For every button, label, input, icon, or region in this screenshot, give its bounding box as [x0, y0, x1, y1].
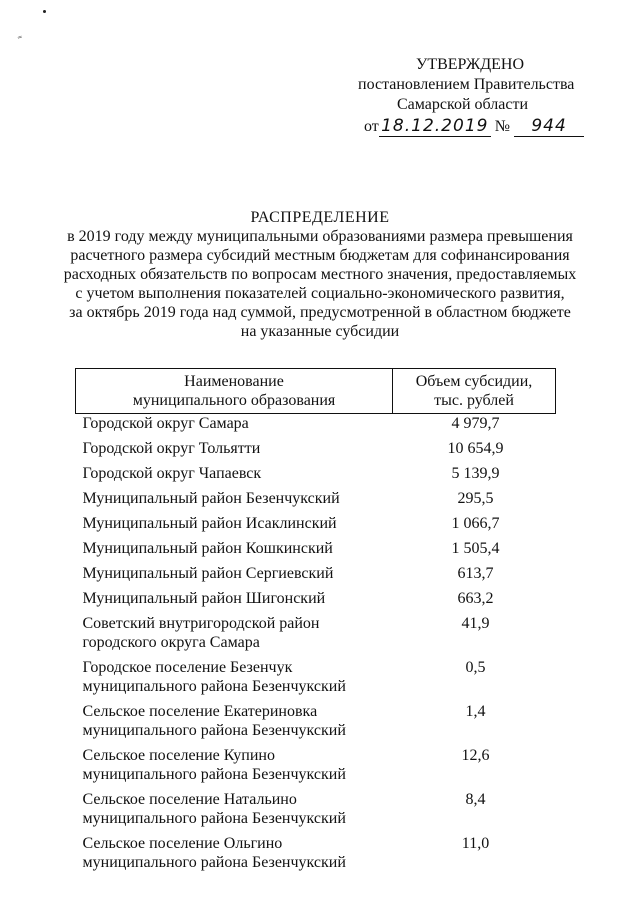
approval-heading: УТВЕРЖДЕНО	[416, 56, 525, 73]
municipality-name	[76, 746, 393, 790]
table-row	[76, 539, 556, 564]
table-row	[76, 658, 556, 702]
municipality-name	[76, 790, 393, 834]
table-row	[76, 514, 556, 539]
title-line: на указанные субсидии	[240, 323, 400, 340]
table-row	[76, 790, 556, 834]
table-row	[76, 746, 556, 790]
municipality-name-line-1: Муниципальный район Сергиевский	[82, 565, 334, 582]
municipality-name-line-1: Муниципальный район Исаклинский	[82, 515, 337, 532]
municipality-name	[76, 834, 393, 878]
municipality-name-line-1: Сельское поселение Купино	[82, 747, 275, 764]
header-value-line-1: Объем субсидии,	[415, 373, 533, 390]
subsidy-amount: 10 654,9	[447, 440, 504, 457]
municipality-name	[76, 702, 393, 746]
municipality-name	[76, 514, 393, 539]
table-row	[76, 564, 556, 589]
table-row	[76, 589, 556, 614]
subsidy-amount: 4 979,7	[451, 415, 500, 432]
municipality-name	[76, 414, 393, 440]
table-row	[76, 464, 556, 489]
date-prefix: от	[364, 118, 379, 135]
subsidy-amount: 12,6	[461, 747, 490, 764]
municipality-name-line-1: Советский внутригородской район	[82, 615, 320, 632]
document-title	[60, 208, 580, 341]
municipality-name-line-1: Городской округ Тольятти	[82, 440, 261, 457]
municipality-name-line-2: муниципального района Безенчукский	[82, 810, 346, 827]
title-line: с учетом выполнения показателей социально-экономического развития,	[75, 285, 565, 302]
table-row	[76, 414, 556, 440]
table-header-row	[76, 369, 556, 414]
title-line: в 2019 году между муниципальными образованиями размера превышения	[67, 228, 573, 245]
subsidy-amount: 663,2	[457, 590, 494, 607]
municipality-name-line-2: муниципального района Безенчукский	[82, 722, 346, 739]
subsidy-amount: 8,4	[465, 791, 486, 808]
municipality-name	[76, 489, 393, 514]
municipality-name-line-1: Сельское поселение Ольгино	[82, 835, 283, 852]
municipality-name	[76, 658, 393, 702]
header-value	[393, 369, 556, 414]
table-row	[76, 614, 556, 658]
subsidy-amount: 0,5	[465, 659, 486, 676]
header-name	[76, 369, 393, 414]
municipality-name-line-1: Сельское поселение Екатериновка	[82, 703, 318, 720]
municipality-name	[76, 464, 393, 489]
subsidy-amount: 5 139,9	[451, 465, 500, 482]
municipality-name	[76, 539, 393, 564]
header-name-line-1: Наименование	[184, 373, 284, 390]
municipality-name-line-1: Муниципальный район Шигонский	[82, 590, 326, 607]
table-row	[76, 439, 556, 464]
approval-line-3: Самарской области	[397, 96, 528, 113]
subsidy-amount: 11,0	[461, 835, 490, 852]
handwritten-number: 944	[514, 116, 584, 137]
title-line: за октябрь 2019 года над суммой, предусмотренной в областном бюджете	[69, 304, 571, 321]
subsidy-amount: 295,5	[457, 490, 494, 507]
municipality-name	[76, 589, 393, 614]
number-prefix: №	[494, 118, 511, 135]
municipality-name-line-1: Городское поселение Безенчук	[82, 659, 293, 676]
municipality-name-line-2: муниципального района Безенчукский	[82, 678, 346, 695]
municipality-name	[76, 564, 393, 589]
subsidy-amount: 41,9	[461, 615, 490, 632]
approval-date-number	[364, 116, 584, 137]
title-line: расчетного размера субсидий местным бюджетам для софинансирования	[70, 247, 570, 264]
subsidy-amount: 1 505,4	[451, 540, 500, 557]
distribution-table	[75, 368, 556, 878]
scan-speck	[43, 10, 46, 13]
title-heading: РАСПРЕДЕЛЕНИЕ	[250, 209, 390, 226]
subsidy-amount: 1 066,7	[451, 515, 500, 532]
header-value-line-2: тыс. рублей	[434, 392, 514, 409]
subsidy-amount: 1,4	[465, 703, 486, 720]
municipality-name-line-1: Муниципальный район Кошкинский	[82, 540, 333, 557]
title-line: расходных обязательств по вопросам местного значения, предоставляемых	[63, 266, 577, 283]
municipality-name-line-2: муниципального района Безенчукский	[82, 854, 346, 871]
municipality-name-line-1: Городской округ Самара	[82, 415, 249, 432]
subsidy-amount: 613,7	[457, 565, 494, 582]
table-row	[76, 834, 556, 878]
scan-mark: ⁼	[16, 33, 26, 46]
municipality-name-line-2: муниципального района Безенчукский	[82, 766, 346, 783]
table-row	[76, 702, 556, 746]
municipality-name-line-1: Сельское поселение Натальино	[82, 791, 297, 808]
municipality-name	[76, 614, 393, 658]
municipality-name	[76, 439, 393, 464]
table-row	[76, 489, 556, 514]
municipality-name-line-1: Муниципальный район Безенчукский	[82, 490, 340, 507]
handwritten-date: 18.12.2019	[379, 116, 491, 137]
header-name-line-2: муниципального образования	[132, 392, 336, 409]
approval-line-2: постановлением Правительства	[358, 76, 575, 93]
municipality-name-line-2: городского округа Самара	[82, 634, 260, 651]
municipality-name-line-1: Городской округ Чапаевск	[82, 465, 262, 482]
